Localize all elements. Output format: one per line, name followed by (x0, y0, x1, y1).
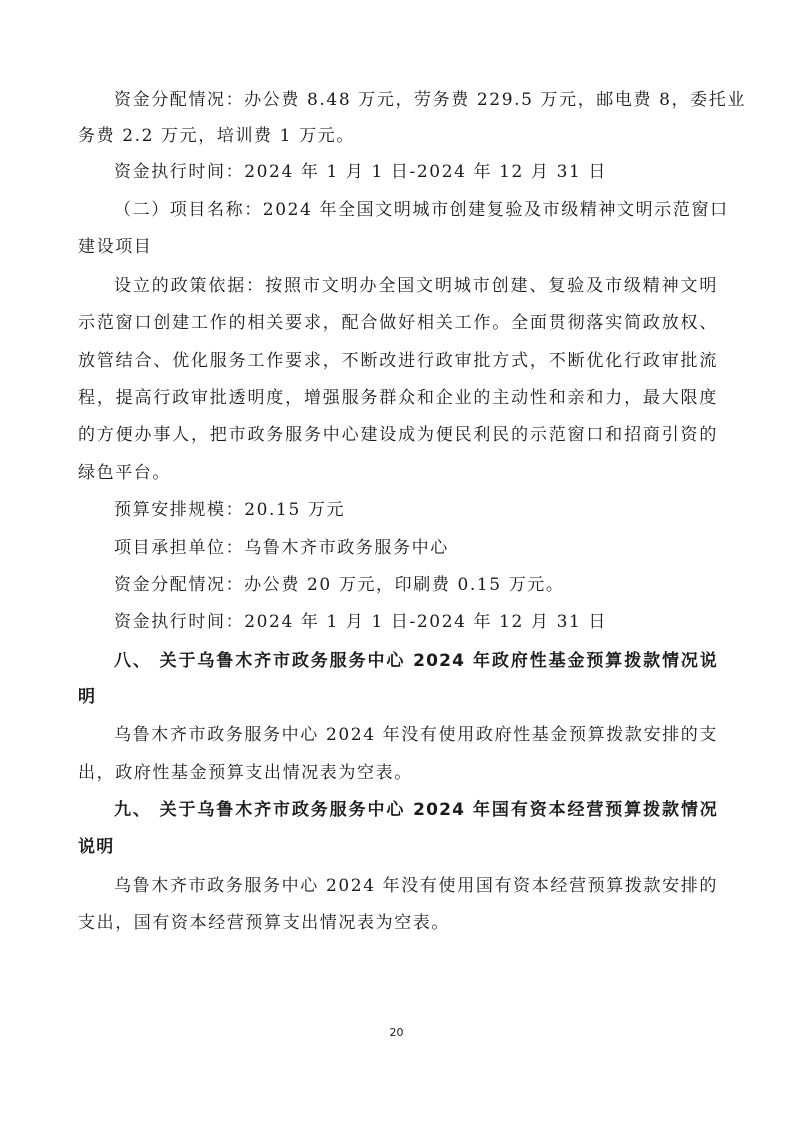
section-heading: 八、 关于乌鲁木齐市政务服务中心 2024 年政府性基金预算拨款情况说 (114, 651, 718, 671)
text-line: 资金执行时间：2024 年 1 月 1 日-2024 年 12 月 31 日 (114, 612, 608, 632)
text-line: 务费 2.2 万元，培训费 1 万元。 (78, 126, 355, 146)
text-line: 示范窗口创建工作的相关要求，配合做好相关工作。全面贯彻落实简政放权、 (78, 313, 718, 333)
text-line: 支出，国有资本经营预算支出情况表为空表。 (78, 913, 450, 933)
section-heading: 九、 关于乌鲁木齐市政务服务中心 2024 年国有资本经营预算拨款情况 (114, 800, 718, 820)
section-heading: 明 (78, 687, 97, 707)
section-heading: 说明 (78, 837, 115, 857)
text-line: 资金分配情况：办公费 20 万元，印刷费 0.15 万元。 (114, 575, 565, 595)
text-line: 建设项目 (78, 237, 153, 257)
text-line: （二）项目名称：2024 年全国文明城市创建复验及市级精神文明示范窗口 (114, 200, 729, 220)
text-line: 的方便办事人，把市政务服务中心建设成为便民利民的示范窗口和招商引资的 (78, 425, 718, 445)
text-line: 预算安排规模：20.15 万元 (114, 500, 346, 520)
text-line: 放管结合、优化服务工作要求，不断改进行政审批方式，不断优化行政审批流 (78, 351, 718, 371)
text-line: 资金分配情况：办公费 8.48 万元，劳务费 229.5 万元，邮电费 8，委托业 (114, 90, 746, 110)
text-line: 绿色平台。 (78, 463, 171, 483)
text-line: 出，政府性基金预算支出情况表为空表。 (78, 763, 413, 783)
text-line: 资金执行时间：2024 年 1 月 1 日-2024 年 12 月 31 日 (114, 162, 608, 182)
text-line: 项目承担单位：乌鲁木齐市政务服务中心 (114, 538, 449, 558)
page-number: 20 (389, 1026, 404, 1039)
text-line: 乌鲁木齐市政务服务中心 2024 年没有使用政府性基金预算拨款安排的支 (114, 725, 718, 745)
text-line: 设立的政策依据：按照市文明办全国文明城市创建、复验及市级精神文明 (114, 276, 718, 296)
text-line: 程，提高行政审批透明度，增强服务群众和企业的主动性和亲和力，最大限度 (78, 388, 718, 408)
text-line: 乌鲁木齐市政务服务中心 2024 年没有使用国有资本经营预算拨款安排的 (114, 876, 718, 896)
